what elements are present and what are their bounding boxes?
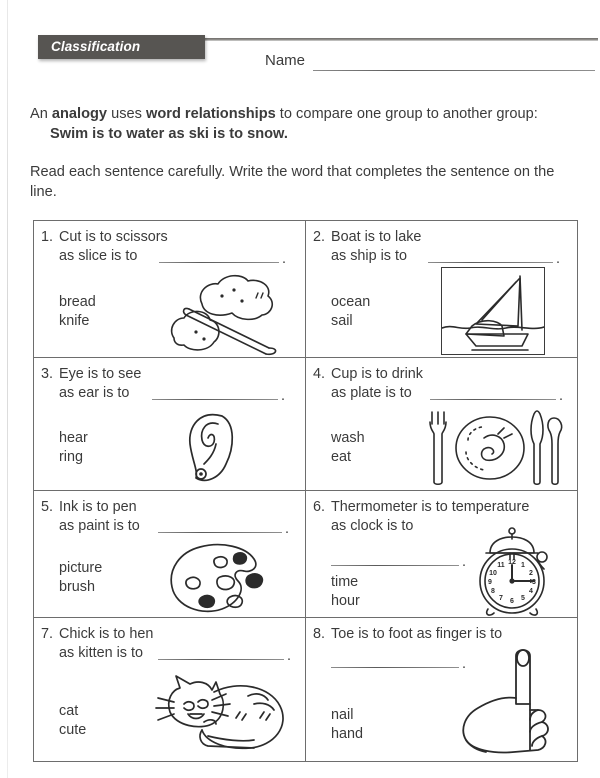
svg-text:11: 11 [497, 562, 505, 569]
intro-spacer [30, 144, 580, 162]
item-8-choices [331, 706, 363, 744]
bread-and-knife-illustration [156, 268, 291, 356]
item-3-line-1: Eye is to see [59, 366, 142, 382]
analogy-item-8 [306, 618, 578, 762]
svg-text:4: 4 [529, 588, 533, 595]
item-2-line-2: as ship is to [331, 248, 407, 264]
svg-text:5: 5 [521, 595, 525, 602]
analogy-items-grid [33, 220, 578, 762]
item-4-line-2: as plate is to [331, 385, 412, 401]
analogy-definition-line [30, 104, 580, 124]
item-3-answer-blank[interactable] [152, 387, 285, 404]
item-2-number: 2. [313, 229, 326, 245]
item-1-period: . [282, 251, 286, 267]
svg-text:6: 6 [510, 598, 514, 605]
item-2-choice-1[interactable]: ocean [331, 294, 371, 310]
item-1-line-1: Cut is to scissors [59, 229, 168, 245]
item-2-answer-blank[interactable] [428, 250, 560, 267]
svg-text:9: 9 [488, 579, 492, 586]
header-rule [180, 38, 598, 41]
svg-text:3: 3 [532, 579, 536, 586]
item-6-choices [331, 573, 360, 611]
svg-text:2: 2 [529, 570, 533, 577]
item-4-line-1: Cup is to drink [331, 366, 423, 382]
item-3-choice-1[interactable]: hear [59, 430, 88, 446]
instructions [30, 104, 580, 202]
svg-text:10: 10 [489, 570, 497, 577]
pointing-hand-illustration [454, 644, 564, 756]
item-5-number: 5. [41, 499, 54, 515]
item-7-line-1: Chick is to hen [59, 626, 154, 642]
ear-illustration [184, 408, 242, 486]
item-8-period: . [462, 656, 466, 672]
analogy-item-2 [306, 221, 578, 358]
svg-text:12: 12 [508, 559, 516, 566]
item-1-line-2: as slice is to [59, 248, 138, 264]
item-6-line-2: as clock is to [331, 518, 414, 534]
item-5-choice-2[interactable]: brush [59, 579, 95, 595]
analogy-example: Swim is to water as ski is to snow. [50, 126, 288, 142]
item-4-answer-blank[interactable] [430, 387, 563, 404]
analogy-item-6 [306, 491, 578, 618]
item-4-choice-2[interactable]: eat [331, 449, 352, 465]
item-8-answer-blank[interactable] [331, 655, 466, 672]
item-6-choice-2[interactable]: hour [331, 593, 360, 609]
item-3-choice-2[interactable]: ring [59, 449, 83, 465]
item-7-choices [59, 702, 86, 740]
item-4-choice-1[interactable]: wash [331, 430, 365, 446]
name-input-line[interactable] [313, 70, 595, 71]
intro-bold-analogy: analogy [51, 106, 108, 122]
category-banner-label: Classification [51, 39, 141, 54]
item-3-number: 3. [41, 366, 54, 382]
item-6-answer-blank[interactable] [331, 553, 466, 570]
category-banner [38, 35, 205, 59]
item-3-choices [59, 429, 88, 467]
task-directions: Read each sentence carefully. Write the word that completes the sentence on the line. [30, 164, 555, 200]
page-edge [7, 0, 8, 778]
svg-text:1: 1 [521, 562, 525, 569]
alarm-clock-illustration [466, 523, 566, 617]
item-1-choice-2[interactable]: knife [59, 313, 90, 329]
analogy-item-5 [34, 491, 306, 618]
place-setting-illustration [424, 410, 564, 486]
item-8-choice-2[interactable]: hand [331, 726, 364, 742]
item-5-answer-blank[interactable] [158, 520, 289, 537]
item-5-period: . [285, 521, 289, 537]
item-6-line-1: Thermometer is to temperature [331, 499, 530, 515]
item-6-period: . [462, 554, 466, 570]
name-label: Name [265, 52, 306, 69]
item-4-number: 4. [313, 366, 326, 382]
item-1-choices [59, 293, 96, 331]
item-5-choices [59, 559, 102, 597]
item-6-choice-1[interactable]: time [331, 574, 359, 590]
item-2-line-1: Boat is to lake [331, 229, 422, 245]
item-1-answer-blank[interactable] [159, 250, 286, 267]
sleeping-cat-illustration [154, 674, 294, 756]
item-7-line-2: as kitten is to [59, 645, 143, 661]
item-7-number: 7. [41, 626, 54, 642]
item-8-number: 8. [313, 626, 326, 642]
item-3-line-2: as ear is to [59, 385, 130, 401]
intro-bold-word-relationships: word relationships [146, 106, 276, 122]
item-5-line-2: as paint is to [59, 518, 140, 534]
name-field-row [265, 52, 595, 74]
item-5-choice-1[interactable]: picture [59, 560, 103, 576]
intro-text-e: to compare one group to another group: [275, 106, 538, 122]
analogy-item-3 [34, 358, 306, 491]
analogy-item-1 [34, 221, 306, 358]
analogy-item-4 [306, 358, 578, 491]
svg-text:7: 7 [499, 595, 503, 602]
item-5-line-1: Ink is to pen [59, 499, 137, 515]
item-2-choices [331, 293, 370, 331]
item-4-choices [331, 429, 365, 467]
item-2-choice-2[interactable]: sail [331, 313, 353, 329]
paint-palette-illustration [166, 541, 278, 617]
item-7-answer-blank[interactable] [158, 647, 291, 664]
item-2-period: . [556, 251, 560, 267]
item-6-number: 6. [313, 499, 326, 515]
item-1-number: 1. [41, 229, 54, 245]
svg-text:8: 8 [491, 588, 495, 595]
item-4-period: . [559, 388, 563, 404]
item-8-line-1: Toe is to foot as finger is to [331, 626, 503, 642]
item-7-choice-2[interactable]: cute [59, 722, 87, 738]
intro-text-a: An [30, 106, 52, 122]
item-1-choice-1[interactable]: bread [59, 294, 96, 310]
item-7-period: . [287, 648, 291, 664]
item-3-period: . [281, 388, 285, 404]
item-7-choice-1[interactable]: cat [59, 703, 79, 719]
intro-text-c: uses [107, 106, 146, 122]
sailboat-illustration [441, 267, 545, 355]
analogy-item-7 [34, 618, 306, 762]
item-8-choice-1[interactable]: nail [331, 707, 354, 723]
